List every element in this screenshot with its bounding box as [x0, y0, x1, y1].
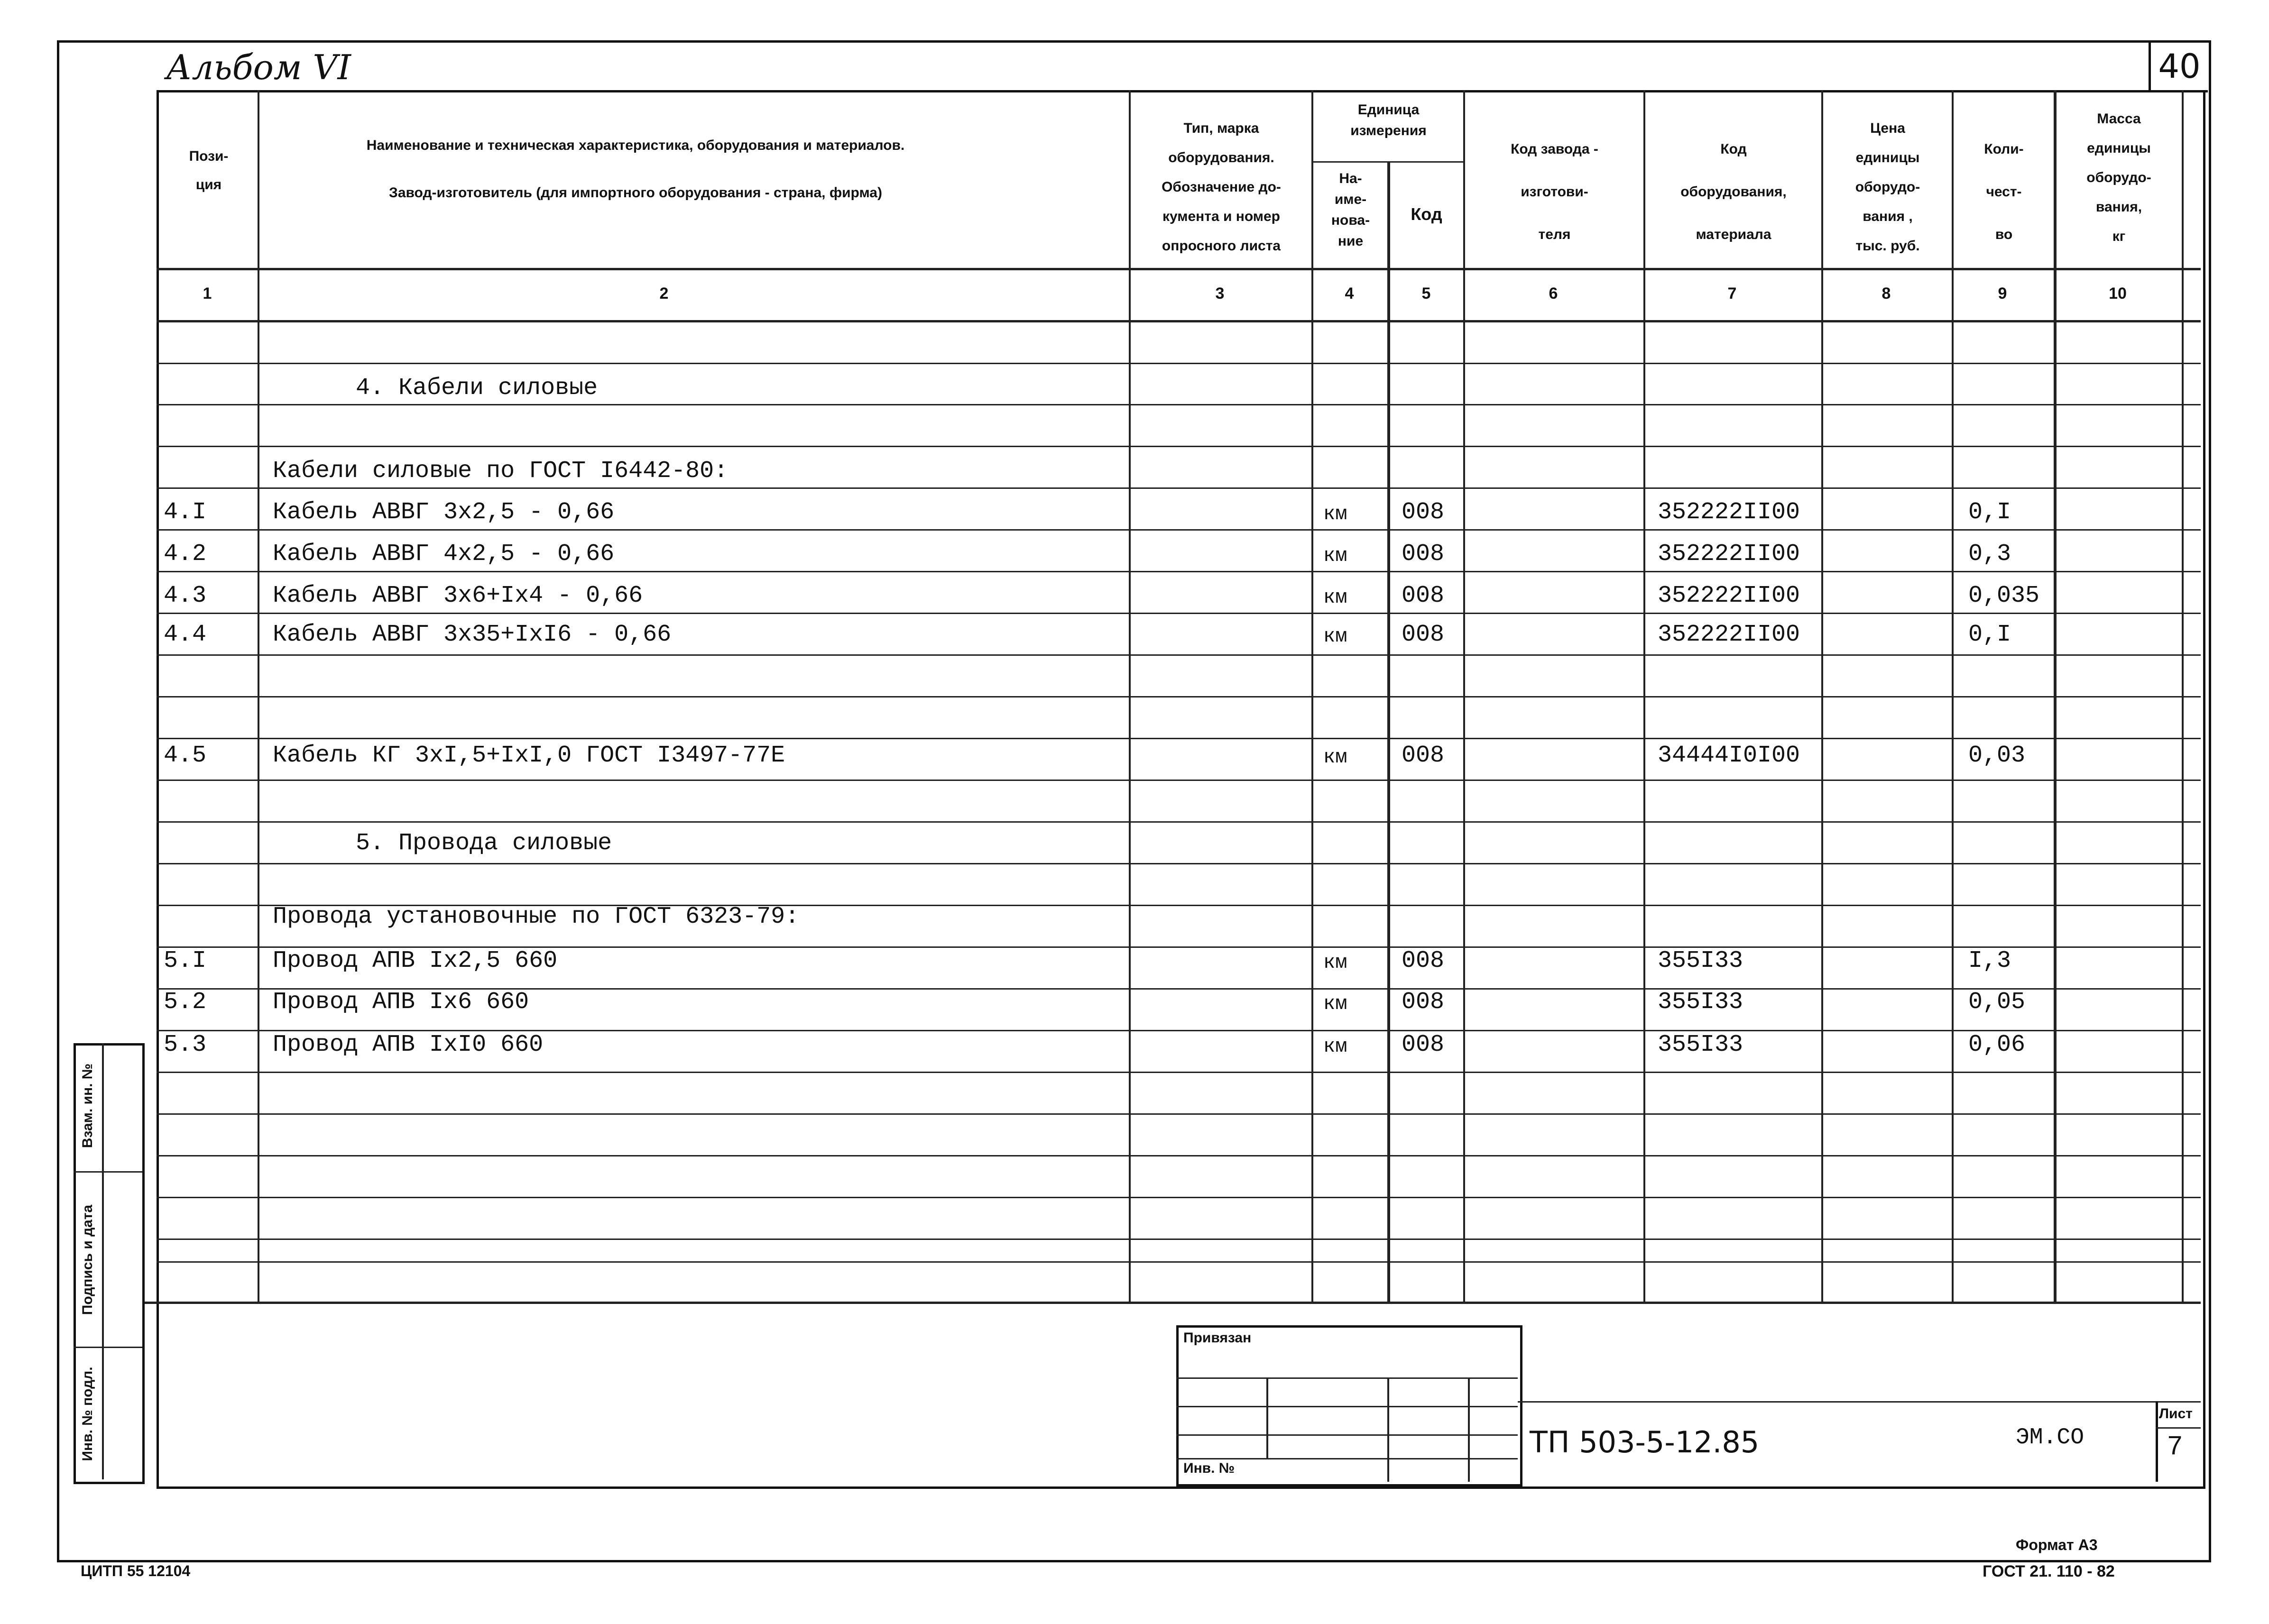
row-name: Провод АПВ Ix2,5 660 — [273, 947, 558, 974]
row-line — [157, 363, 2201, 364]
row-line — [157, 1072, 2201, 1073]
row-line — [157, 863, 2201, 864]
row-unit-code: 008 — [1402, 621, 1445, 648]
column-number: 10 — [2109, 284, 2127, 303]
footer-gost: ГОСТ 21. 110 - 82 — [1983, 1562, 2115, 1580]
row-name: Кабель АВВГ 3x35+IxI6 - 0,66 — [273, 621, 672, 648]
hdr-quantity: Коли- чест- во — [1984, 141, 2024, 242]
hdr-factory-code: Код завода - изготови- теля — [1511, 141, 1598, 242]
row-unit-code: 008 — [1402, 499, 1445, 526]
hdr-unit-code: Код — [1411, 204, 1442, 224]
row-position: 4.3 — [164, 582, 207, 609]
row-line — [157, 404, 2201, 405]
column-number: 8 — [1882, 284, 1891, 303]
stamp-divider — [1266, 1377, 1268, 1458]
stamp-divider — [1387, 1377, 1389, 1482]
row-position: 4.I — [164, 499, 207, 526]
hdr-unit-name: На- име- нова- ние — [1331, 171, 1370, 249]
row-name: Кабель АВВГ 3x6+Ix4 - 0,66 — [273, 582, 643, 609]
row-quantity: I,3 — [1968, 947, 2011, 974]
colnum-bottom-line — [157, 320, 2201, 322]
row-position: 4.4 — [164, 621, 207, 648]
row-name: Кабели силовые по ГОСТ I6442-80: — [273, 458, 729, 485]
hdr-mass: Масса единицы оборудо- вания, кг — [2086, 111, 2151, 244]
row-unit: км — [1323, 1035, 1347, 1058]
row-quantity: 0,I — [1968, 621, 2011, 648]
header-bottom-line — [157, 268, 2201, 270]
col-divider — [1387, 161, 1390, 1304]
side-stamp-divider — [102, 1043, 104, 1479]
album-title: Альбом VI — [166, 47, 351, 87]
column-number: 5 — [1421, 284, 1431, 303]
row-unit: км — [1323, 625, 1347, 648]
row-line — [157, 654, 2201, 656]
column-number: 7 — [1727, 284, 1737, 303]
hdr-name-line2: Завод-изготовитель (для импортного оборудования - страна, фирма) — [389, 185, 882, 201]
inventory-label: Инв. № — [1183, 1460, 1235, 1476]
row-unit-code: 008 — [1402, 582, 1445, 609]
section-heading: 4. Кабели силовые — [356, 375, 598, 402]
row-unit-code: 008 — [1402, 742, 1445, 769]
row-unit: км — [1323, 992, 1347, 1015]
row-name: Провод АПВ Ix6 660 — [273, 989, 529, 1016]
row-line — [157, 1113, 2201, 1115]
row-unit: км — [1323, 951, 1347, 974]
row-name: Кабель КГ 3xI,5+IxI,0 ГОСТ I3497-77Е — [273, 742, 785, 769]
document-code: ТП 503-5-12.85 — [1530, 1425, 1760, 1459]
row-position: 4.2 — [164, 541, 207, 568]
row-position: 4.5 — [164, 742, 207, 769]
row-unit-code: 008 — [1402, 1031, 1445, 1058]
row-material-code: 355I33 — [1658, 947, 1743, 974]
stamp-line — [1176, 1406, 1518, 1407]
row-position: 5.3 — [164, 1031, 207, 1058]
row-unit: км — [1323, 586, 1347, 609]
row-material-code: 352222II00 — [1658, 621, 1800, 648]
row-line — [157, 446, 2201, 447]
stamp-divider — [1468, 1377, 1470, 1482]
row-quantity: 0,3 — [1968, 541, 2011, 568]
row-line — [157, 571, 2201, 572]
row-material-code: 352222II00 — [1658, 499, 1800, 526]
table-bottom-line — [142, 1302, 2201, 1304]
hdr-type: Тип, марка оборудования. Обозначение до- кумента и номер опросного листа — [1162, 120, 1281, 254]
section-heading: 5. Провода силовые — [356, 830, 612, 857]
row-line — [157, 738, 2201, 739]
row-unit: км — [1323, 503, 1347, 525]
row-quantity: 0,035 — [1968, 582, 2040, 609]
row-quantity: 0,06 — [1968, 1031, 2026, 1058]
row-line — [157, 613, 2201, 614]
row-quantity: 0,I — [1968, 499, 2011, 526]
column-number: 6 — [1549, 284, 1558, 303]
hdr-position: Пози- ция — [189, 148, 229, 193]
sheet-number: 7 — [2168, 1430, 2183, 1460]
binding-label: Привязан — [1183, 1330, 1252, 1346]
row-unit-code: 008 — [1402, 947, 1445, 974]
row-name: Провода установочные по ГОСТ 6323-79: — [273, 903, 800, 930]
row-line — [157, 1239, 2201, 1240]
column-number: 1 — [203, 284, 212, 303]
row-line — [157, 529, 2201, 531]
row-material-code: 34444I0I00 — [1658, 742, 1800, 769]
hdr-price: Цена единицы оборудо- вания , тыс. руб. — [1855, 120, 1920, 254]
stamp-line — [1176, 1377, 1518, 1379]
column-number: 9 — [1998, 284, 2007, 303]
row-line — [157, 821, 2201, 823]
row-quantity: 0,05 — [1968, 989, 2026, 1016]
row-position: 5.2 — [164, 989, 207, 1016]
row-unit: км — [1323, 544, 1347, 567]
column-number: 4 — [1345, 284, 1354, 303]
row-quantity: 0,03 — [1968, 742, 2026, 769]
row-name: Кабель АВВГ 4x2,5 - 0,66 — [273, 541, 615, 568]
hdr-unit: Единица измерения — [1350, 102, 1427, 138]
footer-format: Формат А3 — [2016, 1536, 2098, 1553]
row-line — [157, 1261, 2201, 1263]
row-position: 5.I — [164, 947, 207, 974]
row-unit: км — [1323, 746, 1347, 769]
column-number: 2 — [659, 284, 669, 303]
row-line — [157, 487, 2201, 489]
column-number: 3 — [1215, 284, 1225, 303]
row-material-code: 355I33 — [1658, 1031, 1743, 1058]
title-top-line — [1518, 1401, 2201, 1403]
row-material-code: 352222II00 — [1658, 582, 1800, 609]
row-line — [157, 696, 2201, 697]
row-unit-code: 008 — [1402, 989, 1445, 1016]
row-name: Кабель АВВГ 3x2,5 - 0,66 — [273, 499, 615, 526]
hdr-material-code: Код оборудования, материала — [1680, 141, 1787, 242]
row-material-code: 355I33 — [1658, 989, 1743, 1016]
side-label-signature: Подпись и дата — [80, 1204, 95, 1315]
hdr-name-line1: Наименование и техническая характеристика, оборудования и материалов. — [366, 138, 905, 153]
sheet-label: Лист — [2159, 1406, 2193, 1422]
row-line — [157, 1155, 2201, 1156]
stamp-line — [1176, 1458, 1518, 1459]
footer-code: ЦИТП 55 12104 — [81, 1562, 191, 1579]
document-mark: ЭМ.СО — [2016, 1425, 2085, 1450]
sheet-corner-number: 40 — [2149, 43, 2208, 92]
row-line — [157, 780, 2201, 781]
side-label-inventory: Инв. № подл. — [80, 1367, 95, 1461]
row-material-code: 352222II00 — [1658, 541, 1800, 568]
sheet-box-line — [2156, 1427, 2201, 1429]
row-line — [157, 1197, 2201, 1198]
row-unit-code: 008 — [1402, 541, 1445, 568]
row-name: Провод АПВ IxI0 660 — [273, 1031, 544, 1058]
side-label-replace: Взам. ин. № — [80, 1063, 95, 1148]
stamp-line — [1176, 1434, 1518, 1436]
